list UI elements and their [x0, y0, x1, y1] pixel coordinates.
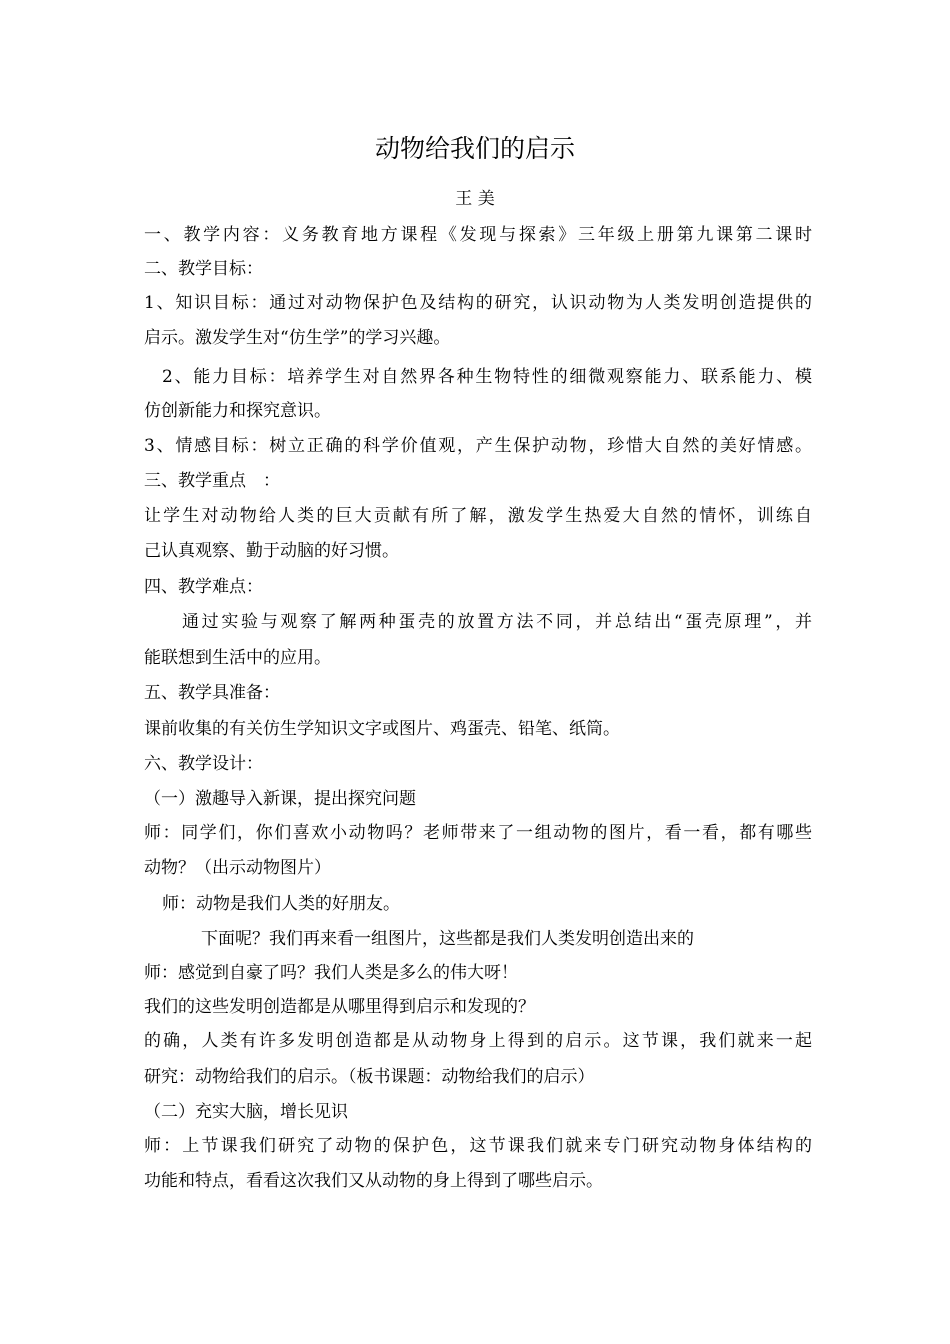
paragraph-line: 师：上节课我们研究了动物的保护色，这节课我们就来专门研究动物身体结构的 [144, 1136, 812, 1156]
paragraph-line: 师：感觉到自豪了吗？我们人类是多么的伟大呀！ [144, 963, 518, 983]
paragraph-line: 仿创新能力和探究意识。 [144, 401, 331, 421]
paragraph-line: 师：同学们，你们喜欢小动物吗？老师带来了一组动物的图片，看一看，都有哪些 [144, 823, 812, 843]
paragraph-line: 能联想到生活中的应用。 [144, 648, 331, 668]
paragraph-line: 一、教学内容：义务教育地方课程《发现与探索》三年级上册第九课第二课时 [144, 225, 812, 245]
section-heading: 二、教学目标： [144, 259, 263, 279]
section-heading: 六、教学设计： [144, 754, 263, 774]
paragraph-line: 课前收集的有关仿生学知识文字或图片、鸡蛋壳、铅笔、纸筒。 [144, 719, 620, 739]
paragraph-line: 研究：动物给我们的启示。（板书课题：动物给我们的启示） [144, 1067, 595, 1087]
subsection-heading: （一）激趣导入新课，提出探究问题 [144, 789, 416, 809]
paragraph-line: 2、能力目标：培养学生对自然界各种生物特性的细微观察能力、联系能力、模 [162, 367, 812, 387]
section-heading: 三、教学重点 ： [144, 471, 280, 491]
paragraph-line: 己认真观察、勤于动脑的好习惯。 [144, 541, 399, 561]
paragraph-line: 我们的这些发明创造都是从哪里得到启示和发现的？ [144, 997, 535, 1017]
document-author: 王 美 [455, 189, 495, 209]
paragraph-line: 3、情感目标：树立正确的科学价值观，产生保护动物，珍惜大自然的美好情感。 [144, 436, 812, 456]
section-heading: 四、教学难点： [144, 577, 263, 597]
document-title: 动物给我们的启示 [374, 134, 575, 163]
paragraph-line: 师：动物是我们人类的好朋友。 [162, 894, 400, 914]
paragraph-line: 让学生对动物给人类的巨大贡献有所了解，激发学生热爱大自然的情怀，训练自 [144, 506, 812, 526]
paragraph-line: 通过实验与观察了解两种蛋壳的放置方法不同，并总结出“蛋壳原理”，并 [182, 612, 812, 632]
paragraph-line: 下面呢？我们再来看一组图片，这些都是我们人类发明创造出来的 [201, 929, 694, 949]
paragraph-line: 功能和特点，看看这次我们又从动物的身上得到了哪些启示。 [144, 1171, 603, 1191]
paragraph-line: 的确，人类有许多发明创造都是从动物身上得到的启示。这节课，我们就来一起 [144, 1031, 812, 1051]
paragraph-line: 动物？（出示动物图片） [144, 858, 331, 878]
section-heading: 五、教学具准备： [144, 683, 280, 703]
paragraph-line: 1、知识目标：通过对动物保护色及结构的研究，认识动物为人类发明创造提供的 [144, 293, 812, 313]
subsection-heading: （二）充实大脑，增长见识 [144, 1102, 348, 1122]
paragraph-line: 启示。激发学生对“仿生学”的学习兴趣。 [144, 328, 451, 348]
